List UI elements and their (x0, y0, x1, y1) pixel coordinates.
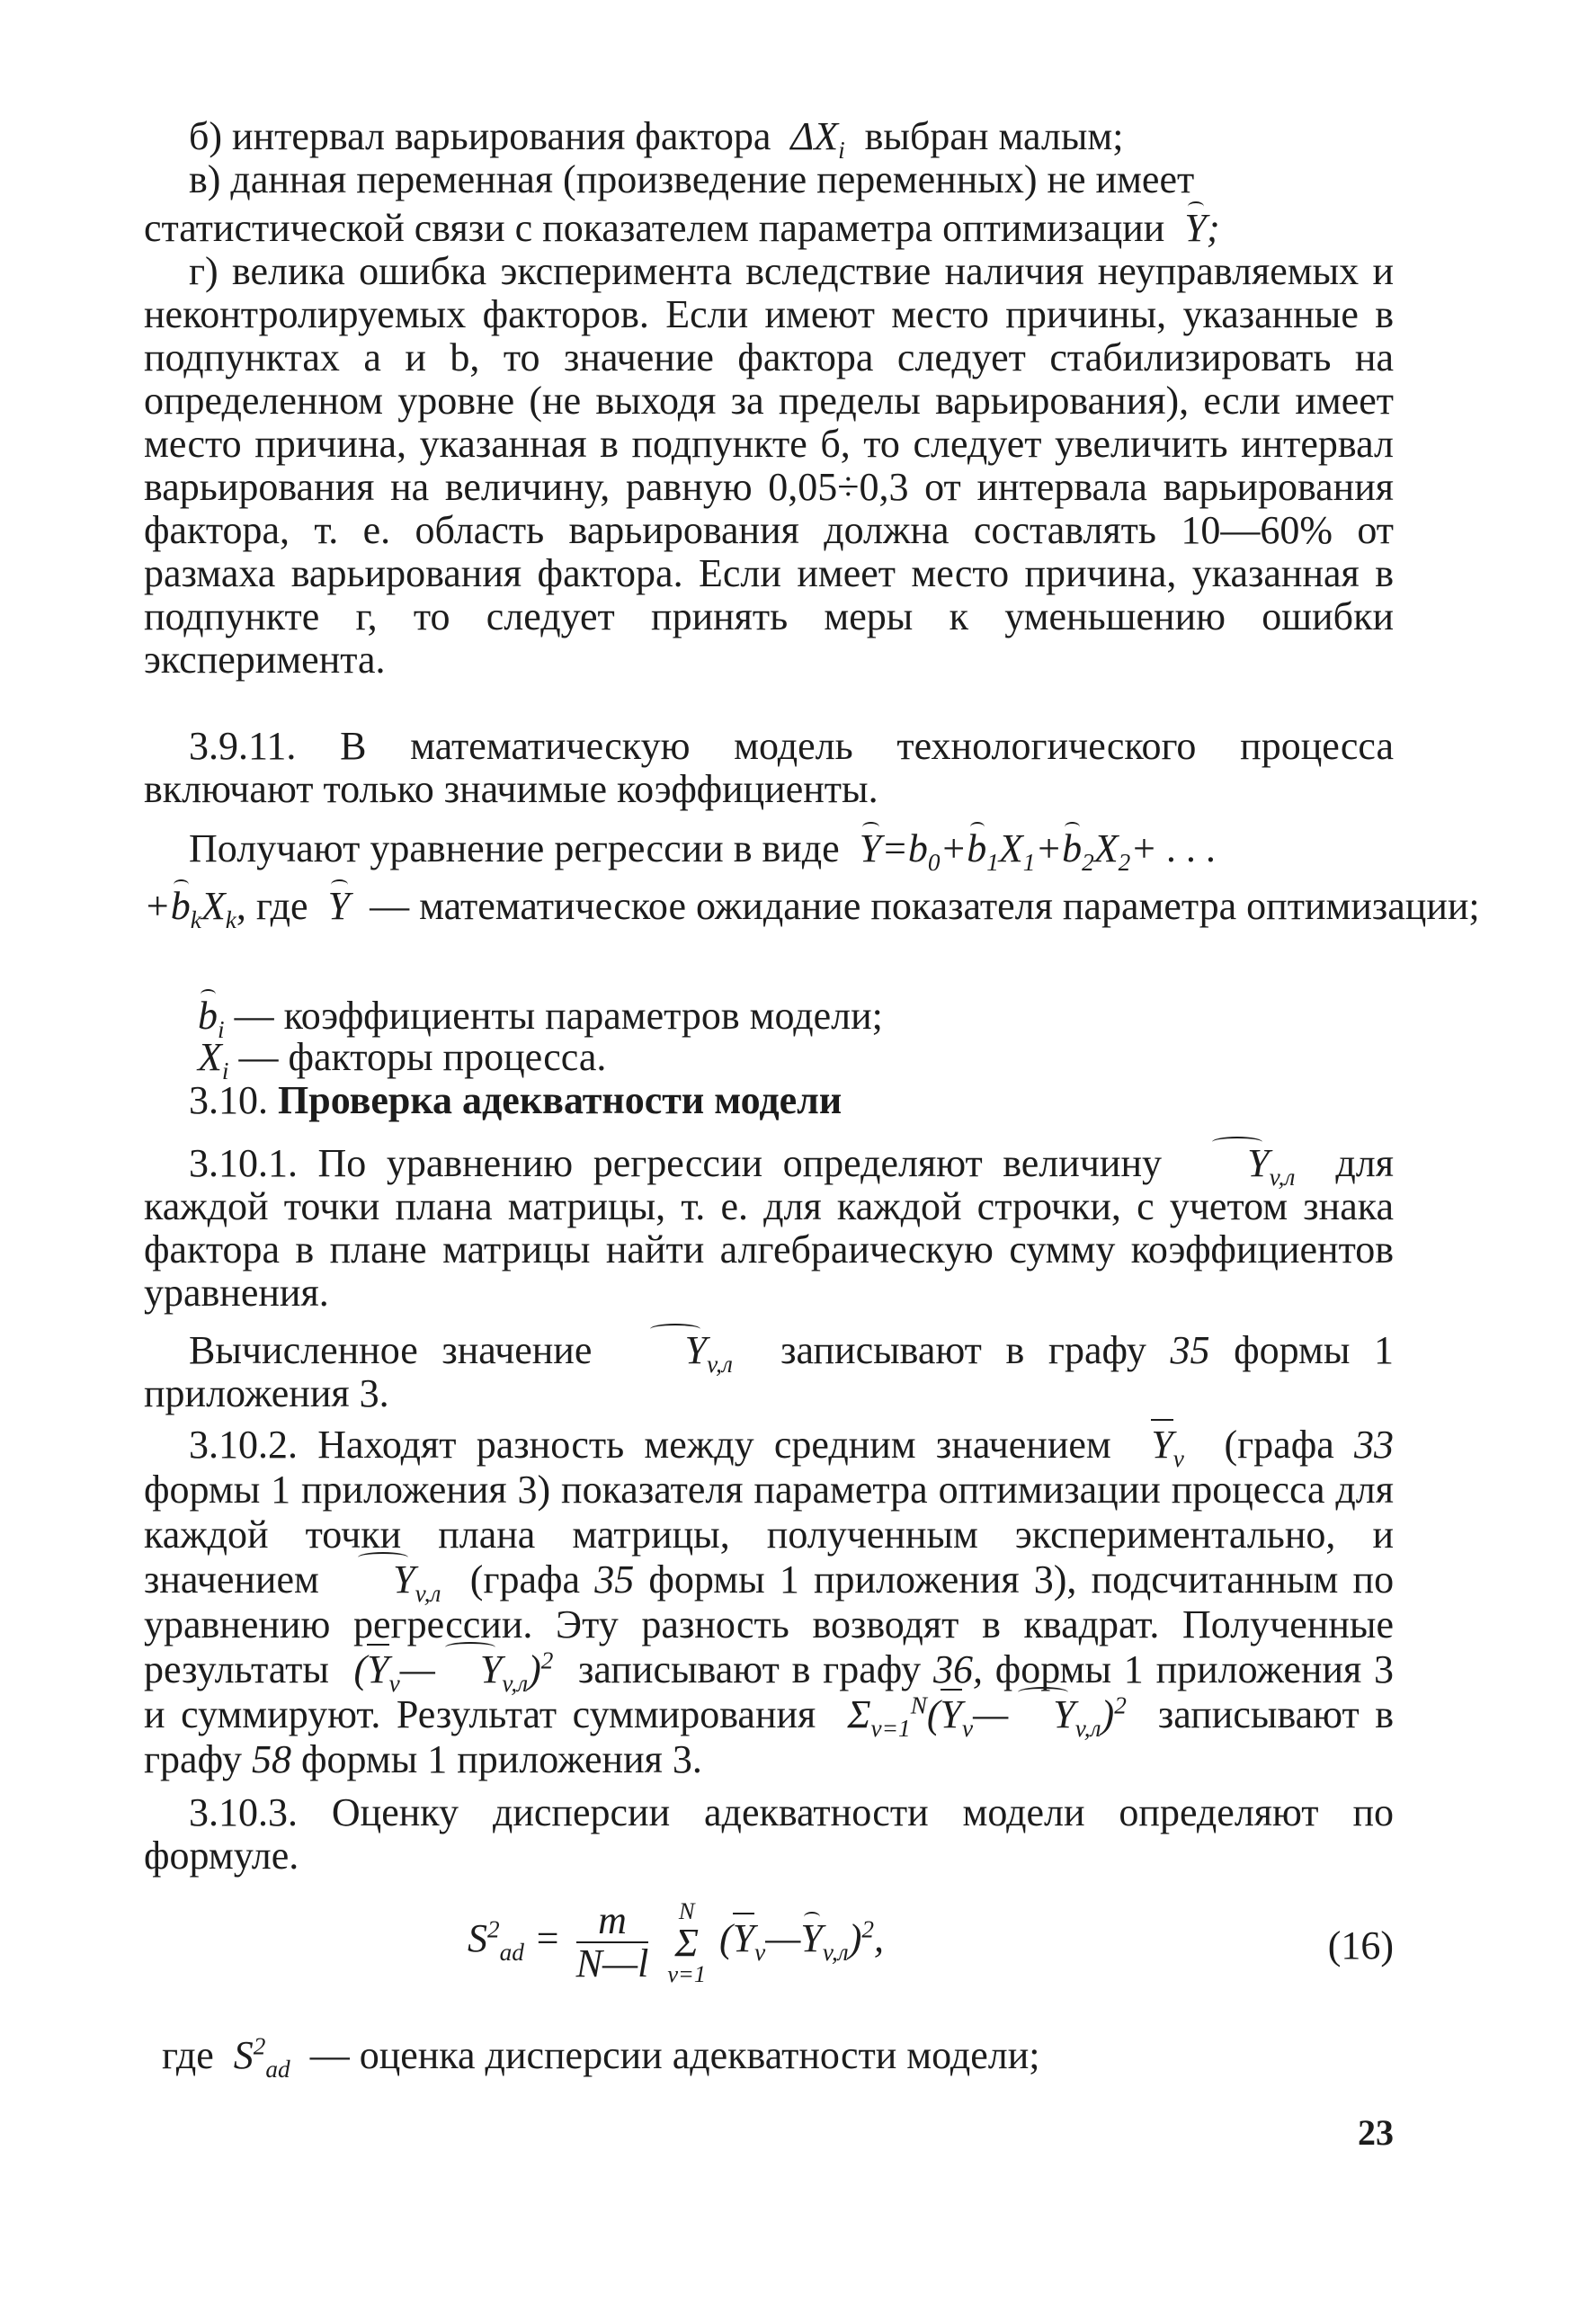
page-number: 23 (1358, 2112, 1394, 2153)
paragraph-calculated-value: Вычисленное значение $Y_{v,л}$ записывают в графу 35 формы 1 приложения 3. (144, 1328, 1395, 1415)
paragraph-3-10-3: 3.10.3. Оценку дисперсии адекватности модели определяют по формуле. (144, 1790, 1394, 1878)
equation-number: (16) (1327, 1923, 1394, 1968)
section-heading: 3.10. Проверка адекватности модели (189, 1078, 843, 1122)
equation-16 (144, 1888, 1394, 1996)
paragraph-3-9-11: 3.9.11. В математическую модель технологического процесса включают только значимые коэффициенты. (144, 724, 1394, 811)
list-item-d: г) велика ошибка эксперимента вследствие наличия неуправляемых и неконтролируемых факторов. Если имеют место причины, указанные в подпунктах a и b, то значение фактора следует стабилизировать на определенном уровне (не выходя за пределы варьирования), если имеет место причина, указанная в подпункте б, то следует увеличить интервал варьирования на величину, равную 0,05÷0,3 от интервала варьирования фактора, т. е. область варьирования должна составлять 10—60% от размаха варьирования фактора. Если имеет место причина, указанная в подпункте г, то следует принять меры к уменьшению ошибки эксперимента. (144, 249, 1394, 682)
equation-expression: $S^2_{ad}$ = $\frac{m}{N—l}$ N Σ v=1 $(Y_v—Y_{v,л})^2$, (468, 1897, 884, 1987)
equation-where: где $S^2_{ad}$ — оценка дисперсии адекватности модели; (162, 2032, 1040, 2083)
regression-intro: Получают уравнение регрессии в виде $Y=b_0+b_1X_1+b_2X_2+$ . . . (189, 826, 1217, 876)
paragraph-3-10-1: 3.10.1. По уравнению регрессии определяют величину $Y_{v,л}$ для каждой точки плана матрицы, т. е. для каждой строчки, с учетом знака фактора в плане матрицы найти алгебраическую сумму коэффициентов уравнения. (144, 1141, 1395, 1315)
list-item-c-continued: статистической связи с показателем параметра оптимизации Y; (144, 206, 1220, 250)
bi-definition: $b_i$ — коэффициенты параметров модели; (198, 994, 883, 1043)
xi-definition: $X_i$ — факторы процесса. (198, 1035, 607, 1084)
list-item-c: в) данная переменная (произведение переменных) не имеет (189, 157, 1195, 201)
regression-where: $+b_kX_k$, где Y — математическое ожидание показателя параметра оптимизации; (144, 884, 1480, 933)
list-item-b: б) интервал варьирования фактора $\Delta X_i$ выбран малым; (189, 114, 1124, 164)
paragraph-3-10-2: 3.10.2. Находят разность между средним значением $Y_v$ (графа 33 формы 1 приложения 3) показателя параметра оптимизации процесса для каждой точки плана матрицы, полученным экспериментально, и значением $Y_{v,л}$ (графа 35 формы 1 приложения 3), подсчитанным по уравнению регрессии. Эту разность возводят в квадрат. Полученные результаты ($Y_v—$ $Y_{v,л})^2$ записывают в графу 36, формы 1 приложения 3 и суммируют. Результат суммирования $\Sigma_{v=1}^N(Y_v—$ $Y_{v,л})^2$ записывают в графу 58 формы 1 приложения 3. (144, 1423, 1394, 1782)
